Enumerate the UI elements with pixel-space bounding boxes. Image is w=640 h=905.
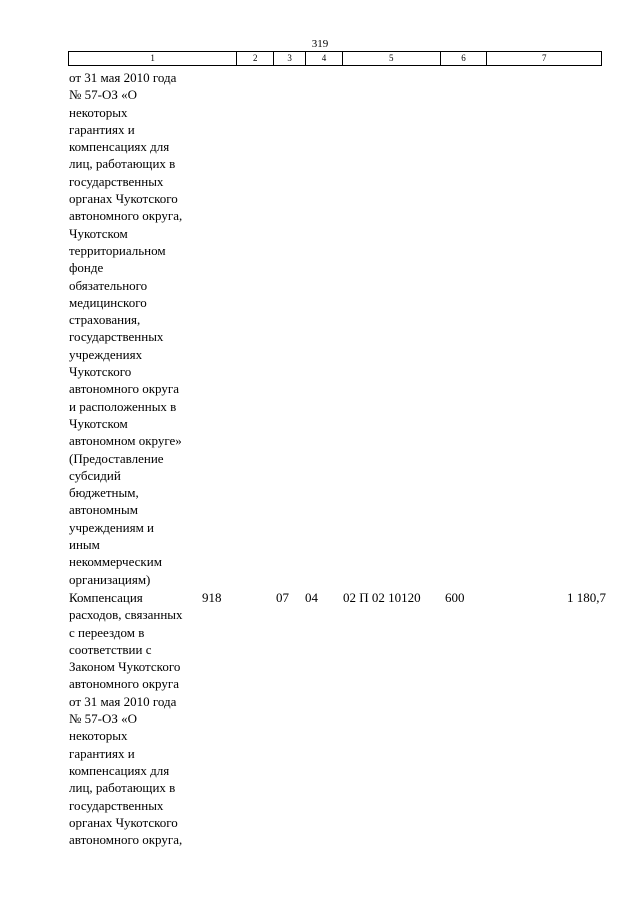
table-header	[68, 51, 602, 66]
section-cell: 07	[276, 590, 289, 605]
text-line: (Предоставление	[69, 450, 164, 466]
text-line: страхования,	[69, 312, 141, 328]
continued-row-text	[69, 69, 182, 588]
text-line: автономном округе»	[69, 433, 182, 449]
text-line: органах Чукотского	[69, 191, 178, 207]
admin-code-cell: 918	[202, 590, 222, 605]
text-line: автономного округа	[69, 381, 179, 397]
text-line: медицинского	[69, 294, 147, 310]
column-header-4: 4	[306, 52, 343, 65]
column-header-3: 3	[274, 52, 306, 65]
text-line: Чукотском	[69, 225, 128, 241]
text-line: Чукотского	[69, 364, 132, 380]
text-line: некоторых	[69, 728, 128, 744]
text-line: субсидий	[69, 467, 121, 483]
text-line: от 31 мая 2010 года	[69, 70, 177, 85]
text-line: обязательного	[69, 277, 148, 293]
text-line: Чукотском	[69, 415, 128, 431]
column-header-7: 7	[541, 53, 547, 63]
text-line: компенсациях для	[69, 762, 170, 778]
text-line: фонде	[69, 260, 104, 276]
target-article-cell: 02 П 02 10120	[343, 590, 421, 605]
text-line: Компенсация	[69, 590, 143, 605]
text-line: автономного округа,	[69, 208, 183, 224]
text-line: компенсациях для	[69, 139, 170, 155]
text-line: автономным	[69, 502, 138, 518]
text-line: Законом Чукотского	[69, 659, 181, 675]
text-line: соответствии с	[69, 641, 152, 657]
text-line: лиц, работающих в	[69, 156, 176, 172]
text-line: гарантиях и	[69, 121, 135, 137]
text-line: расходов, связанных	[69, 607, 183, 623]
text-line: государственных	[69, 173, 164, 189]
text-line: автономного округа	[69, 676, 179, 692]
text-line: учреждениях	[69, 346, 143, 362]
text-line: государственных	[69, 797, 164, 813]
column-header-5: 5	[343, 52, 441, 65]
text-line: и расположенных в	[69, 398, 177, 414]
text-line: № 57-ОЗ «О	[69, 711, 138, 727]
text-line: от 31 мая 2010 года	[69, 693, 177, 709]
text-line: гарантиях и	[69, 745, 135, 761]
column-header-1: 1	[69, 52, 237, 65]
page-number: 319	[311, 38, 329, 50]
subsection-cell: 04	[305, 590, 318, 605]
text-line: № 57-ОЗ «О	[69, 87, 138, 103]
text-line: организациям)	[69, 571, 151, 587]
expense-type-cell: 600	[445, 590, 465, 605]
text-line: лиц, работающих в	[69, 780, 176, 796]
text-line: учреждениям и	[69, 519, 155, 535]
text-line: государственных	[69, 329, 164, 345]
text-line: некоммерческим	[69, 554, 162, 570]
row-name-cell	[69, 589, 183, 848]
amount-cell: 1 180,7	[567, 590, 606, 605]
text-line: некоторых	[69, 104, 128, 120]
text-line: органах Чукотского	[69, 814, 178, 830]
text-line: иным	[69, 537, 100, 553]
text-line: бюджетным,	[69, 485, 139, 501]
text-line: с переездом в	[69, 624, 145, 640]
text-line: территориальном	[69, 242, 166, 258]
column-header-2: 2	[237, 52, 274, 65]
column-header-6: 6	[441, 52, 488, 65]
text-line: автономного округа,	[69, 832, 183, 848]
